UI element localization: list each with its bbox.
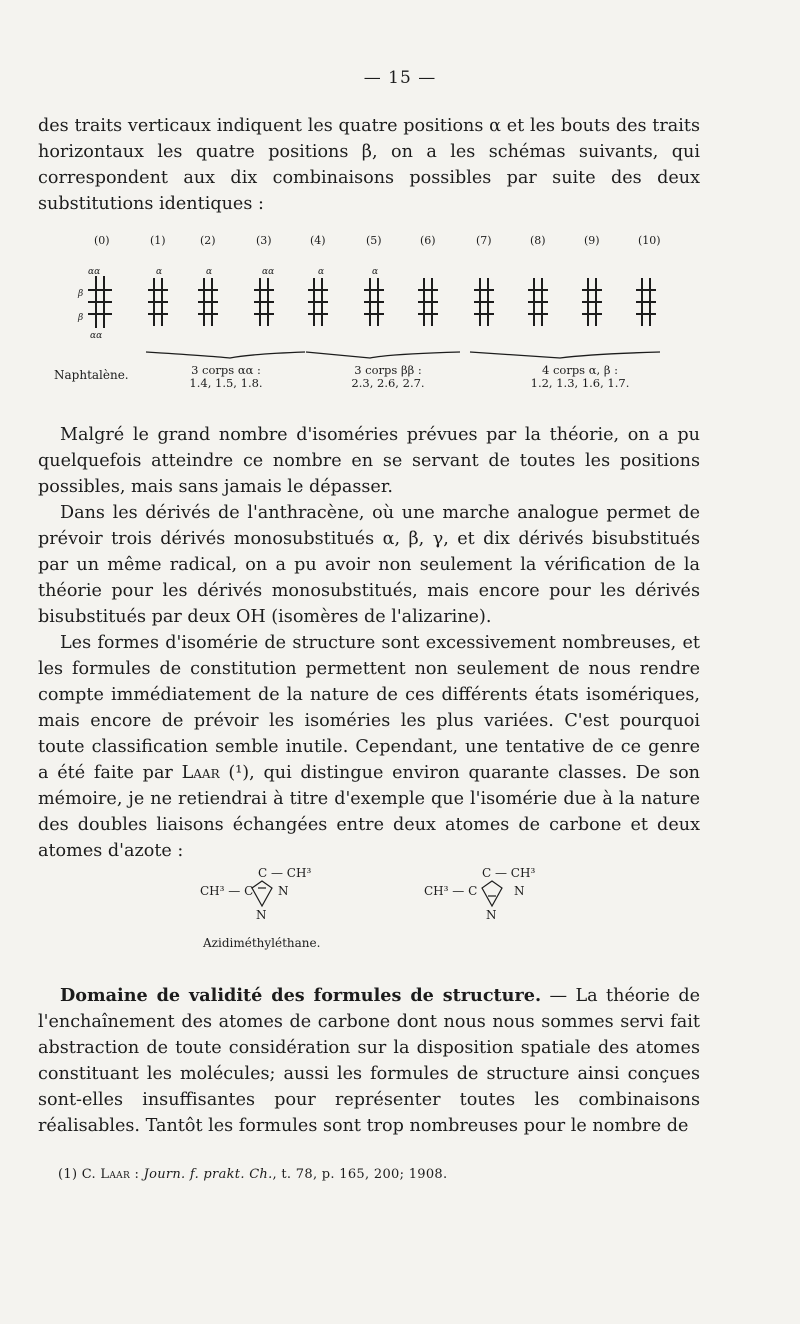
footnote-author: Laar (100, 1167, 131, 1182)
scheme-label: (6) (420, 234, 436, 247)
footnote (58, 1167, 447, 1182)
scheme-label: (2) (200, 234, 216, 247)
section-text: — La théorie de l'enchaînement des atomes de carbone dont nous nous sommes servi fait abstraction de toute considération sur la disposition spatiale des atomes constituant les molécules; aussi les formules de structure ainsi conçues sont-elles insuffisantes pour représenter toutes les combinaisons réalisables. Tantôt les formules sont trop nombreuses pour le nombre de (38, 986, 700, 1136)
section-validity (38, 983, 700, 1139)
paragraph-anthracene: Dans les dérivés de l'anthracène, où une marche analogue permet de prévoir trois dérivés monosubstitués α, β, γ, et dix dérivés bisubstitués par un même radical, on a pu avoir non seulement la vérification de la théorie pour les dérivés monosubstitués, mais encore pour les dérivés bisubstitués par deux OH (isomères de l'alizarine). (38, 503, 700, 627)
scheme-label: (10) (638, 234, 661, 247)
group-title: 4 corps α, β : (541, 363, 618, 377)
formula-ring-n-2: N (514, 884, 525, 898)
group-positions: 2.3, 2.6, 2.7. (351, 376, 425, 390)
section-title: Domaine de validité des formules de structure. (60, 985, 542, 1006)
formula-top-left: C — CH³ (258, 866, 312, 880)
formula-bottom-n-1: N (256, 908, 267, 922)
footnote-separator: : (130, 1167, 144, 1182)
footnote-journal: Journ. f. prakt. Ch. (143, 1167, 273, 1182)
footnote-reference: (¹) (219, 763, 250, 783)
group-positions: 1.2, 1.3, 1.6, 1.7. (530, 376, 630, 390)
group-positions: 1.4, 1.5, 1.8. (189, 376, 263, 390)
scheme-label: (5) (366, 234, 382, 247)
svg-text:αα: αα (262, 267, 275, 277)
svg-text:α: α (372, 267, 379, 277)
svg-text:α: α (206, 267, 213, 277)
svg-text:αα: αα (90, 331, 103, 341)
svg-text:αα: αα (88, 267, 101, 277)
svg-text:α: α (156, 267, 163, 277)
formula-left-group-1: CH³ — C (200, 884, 254, 898)
scheme-label: (8) (530, 234, 546, 247)
scheme-label: (3) (256, 234, 272, 247)
paragraph-text: Les formes d'isomérie de structure sont excessivement nombreuses, et les formules de constitution permettent non seulement de nous rendre compte immédiatement de la nature de ces différents états isomériques, mais encore de prévoir les isoméries les plus variées. C'est pourquoi toute classification semble inutile. Cependant, une tentative de ce genre a été faite par (38, 633, 700, 783)
formula-ring-n-1: N (278, 884, 289, 898)
page-number: — 15 — (363, 68, 437, 88)
paragraph-text: , qui distingue environ quarante classes. De son mémoire, je ne retiendrai à titre d'exemple que l'isomérie due à la nature des doubles liaisons échangées entre deux atomes de carbone et deux atomes d'azote : (38, 763, 700, 861)
group-title: 3 corps ββ : (354, 363, 422, 377)
formula-caption: Azidiméthyléthane. (203, 936, 321, 950)
naphthalene-label: Naphtalène. (54, 368, 129, 382)
author-name: Laar (181, 763, 220, 783)
svg-text:β: β (78, 313, 84, 323)
formula-bottom-n-2: N (486, 908, 497, 922)
svg-text:α: α (318, 267, 325, 277)
formula-left-group-2: CH³ — C (424, 884, 478, 898)
scheme-label: (1) (150, 234, 166, 247)
intro-text: des traits verticaux indiquent les quatre positions α et les bouts des traits horizontaux les quatre positions β, on a les schémas suivants, qui correspondent aux dix combinaisons possibles par suite des deux substitutions identiques : (38, 116, 700, 214)
formula-top-right: C — CH³ (482, 866, 536, 880)
scheme-label: (9) (584, 234, 600, 247)
paragraph-isomerism: Malgré le grand nombre d'isoméries prévues par la théorie, on a pu quelquefois atteindre ce nombre en se servant de toutes les positions possibles, mais sans jamais le dépasser. (38, 425, 700, 497)
scheme-label: (7) (476, 234, 492, 247)
group-title: 3 corps αα : (191, 363, 261, 377)
scheme-label: (0) (94, 234, 110, 247)
footnote-marker: (1) C. (58, 1167, 101, 1182)
footnote-details: , t. 78, p. 165, 200; 1908. (272, 1167, 448, 1182)
svg-text:β: β (78, 289, 84, 299)
scheme-label: (4) (310, 234, 326, 247)
section-paragraph (38, 983, 700, 1139)
